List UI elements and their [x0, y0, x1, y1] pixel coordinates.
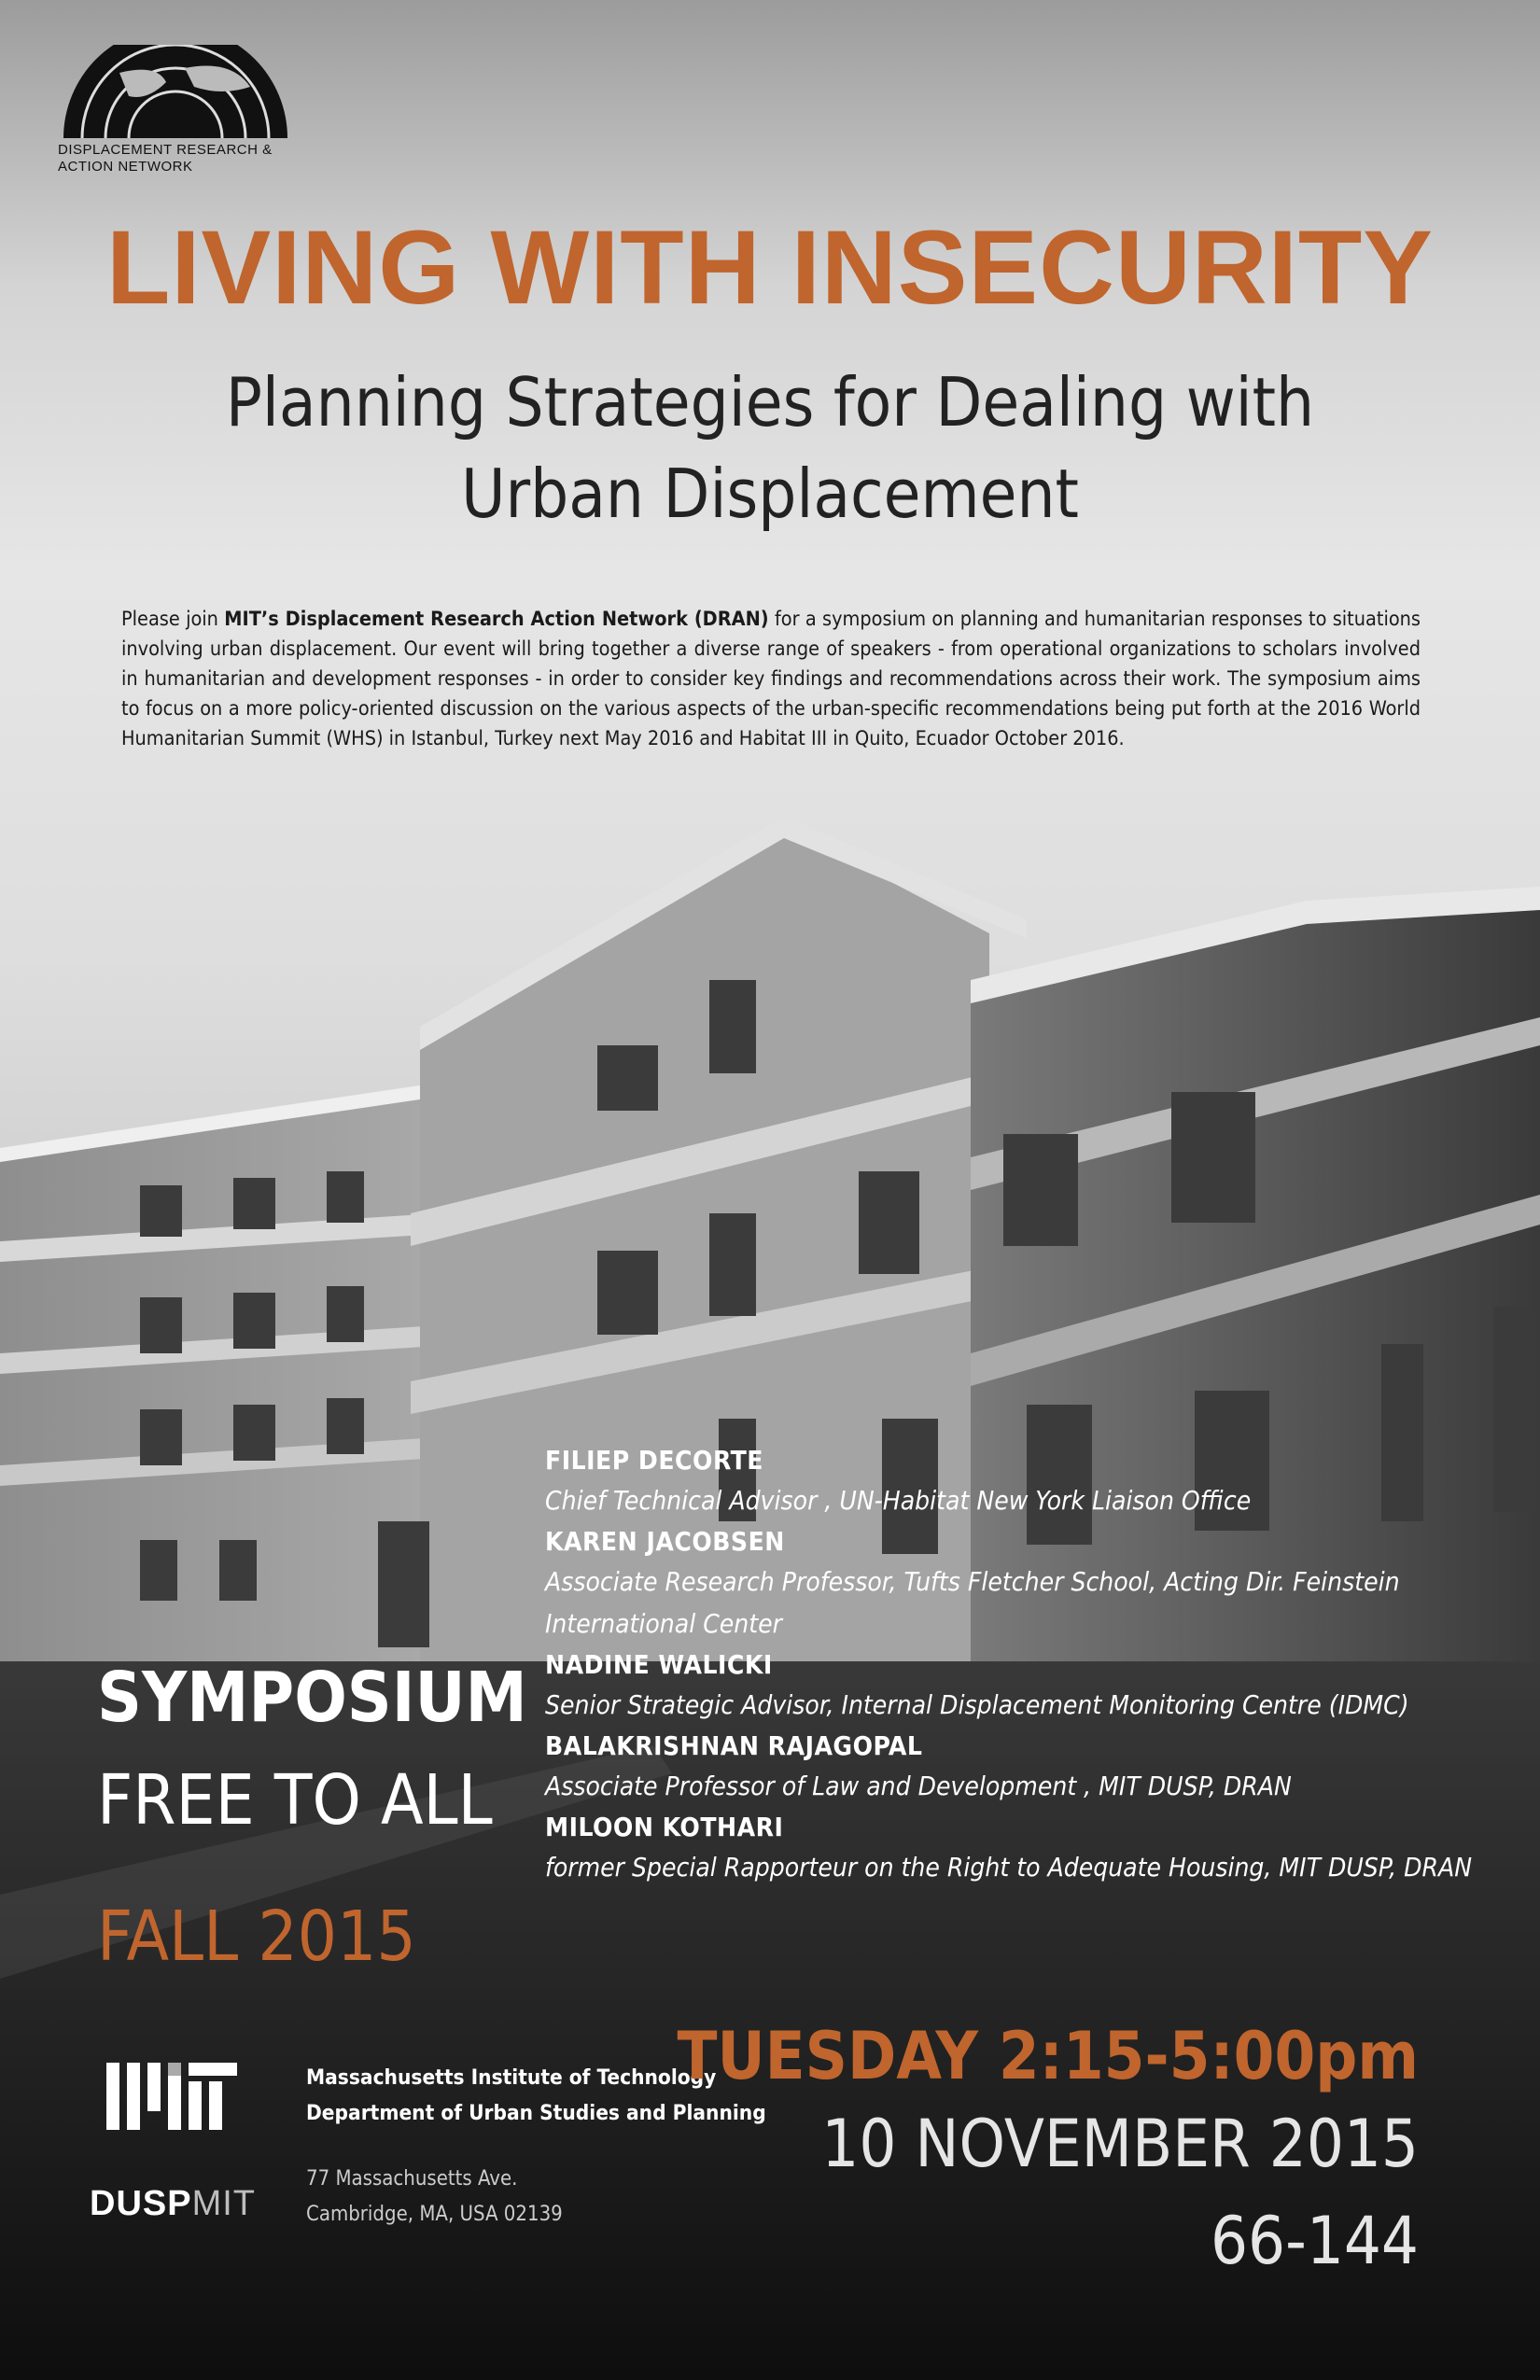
speaker-name: FILIEP DECORTE [545, 1445, 763, 1476]
poster-title: LIVING WITH INSECURITY [106, 209, 1434, 326]
institution-line2: Department of Urban Studies and Planning [306, 2101, 766, 2125]
speaker-item [545, 1442, 1478, 1521]
speaker-item [545, 1646, 1478, 1726]
intro-paragraph [121, 605, 1421, 754]
event-room: 66-144 [1210, 2203, 1419, 2279]
speaker-role: former Special Rapporteur on the Right to Adequate Housing, MIT DUSP, DRAN [545, 1852, 1473, 1883]
intro-body: for a symposium on planning and humanitarian responses to situations involving urban displacement. Our event will bring together a diverse range of speakers - from operational organizations to scholars involved in humanitarian and development responses - in order to consider key findings and recommendations across their work. The symposium aims to focus on a more policy-oriented discussion on the various aspects of the urban-specific recommendations being put forth at the 2016 World Humanitarian Summit (WHS) in Istanbul, Turkey next May 2016 and Habitat III in Quito, Ecuador October 2016. [121, 608, 1421, 750]
speaker-name: BALAKRISHNAN RAJAGOPAL [545, 1730, 923, 1761]
speaker-role: Senior Strategic Advisor, Internal Displacement Monitoring Centre (IDMC) [545, 1689, 1409, 1720]
speaker-name: NADINE WALICKI [545, 1649, 773, 1680]
symposium-label: SYMPOSIUM [97, 1658, 527, 1738]
speaker-role: Chief Technical Advisor , UN-Habitat New York Liaison Office [545, 1485, 1252, 1516]
speaker-item [545, 1523, 1478, 1645]
dran-globe-logo-icon [54, 45, 297, 138]
dusp-mit-wordmark [90, 2184, 256, 2224]
dusp-text: DUSP [90, 2184, 192, 2223]
free-to-all-label: FREE TO ALL [97, 1760, 493, 1841]
speaker-role: Associate Professor of Law and Development , MIT DUSP, DRAN [545, 1771, 1292, 1801]
org-name [58, 142, 273, 175]
address-line2: Cambridge, MA, USA 02139 [306, 2203, 563, 2226]
subtitle-line1: Planning Strategies for Dealing with [225, 363, 1315, 441]
speaker-list [545, 1442, 1478, 1890]
speaker-name: MILOON KOTHARI [545, 1812, 784, 1842]
mit-logo-icon [106, 2063, 237, 2130]
intro-org-name: MIT’s Displacement Research Action Network (DRAN) [224, 608, 769, 631]
address-line1: 77 Massachusetts Ave. [306, 2167, 518, 2191]
institution-line1: Massachusetts Institute of Technology [306, 2065, 717, 2090]
event-date: 10 NOVEMBER 2015 [821, 2106, 1419, 2182]
org-name-line1: DISPLACEMENT RESEARCH & [58, 142, 273, 158]
speaker-item [545, 1728, 1478, 1807]
subtitle-line2: Urban Displacement [461, 455, 1079, 533]
org-name-line2: ACTION NETWORK [58, 159, 193, 175]
event-time: TUESDAY 2:15-5:00pm [677, 2018, 1419, 2094]
speaker-name: KAREN JACOBSEN [545, 1526, 785, 1557]
poster-subtitle [0, 357, 1540, 539]
address [306, 2162, 563, 2233]
speaker-role: Associate Research Professor, Tufts Fletcher School, Acting Dir. Feinstein International Center [545, 1566, 1400, 1639]
speaker-item [545, 1809, 1478, 1888]
season-label: FALL 2015 [97, 1897, 416, 1977]
mit-text: MIT [191, 2184, 257, 2223]
intro-lead: Please join [121, 608, 225, 631]
